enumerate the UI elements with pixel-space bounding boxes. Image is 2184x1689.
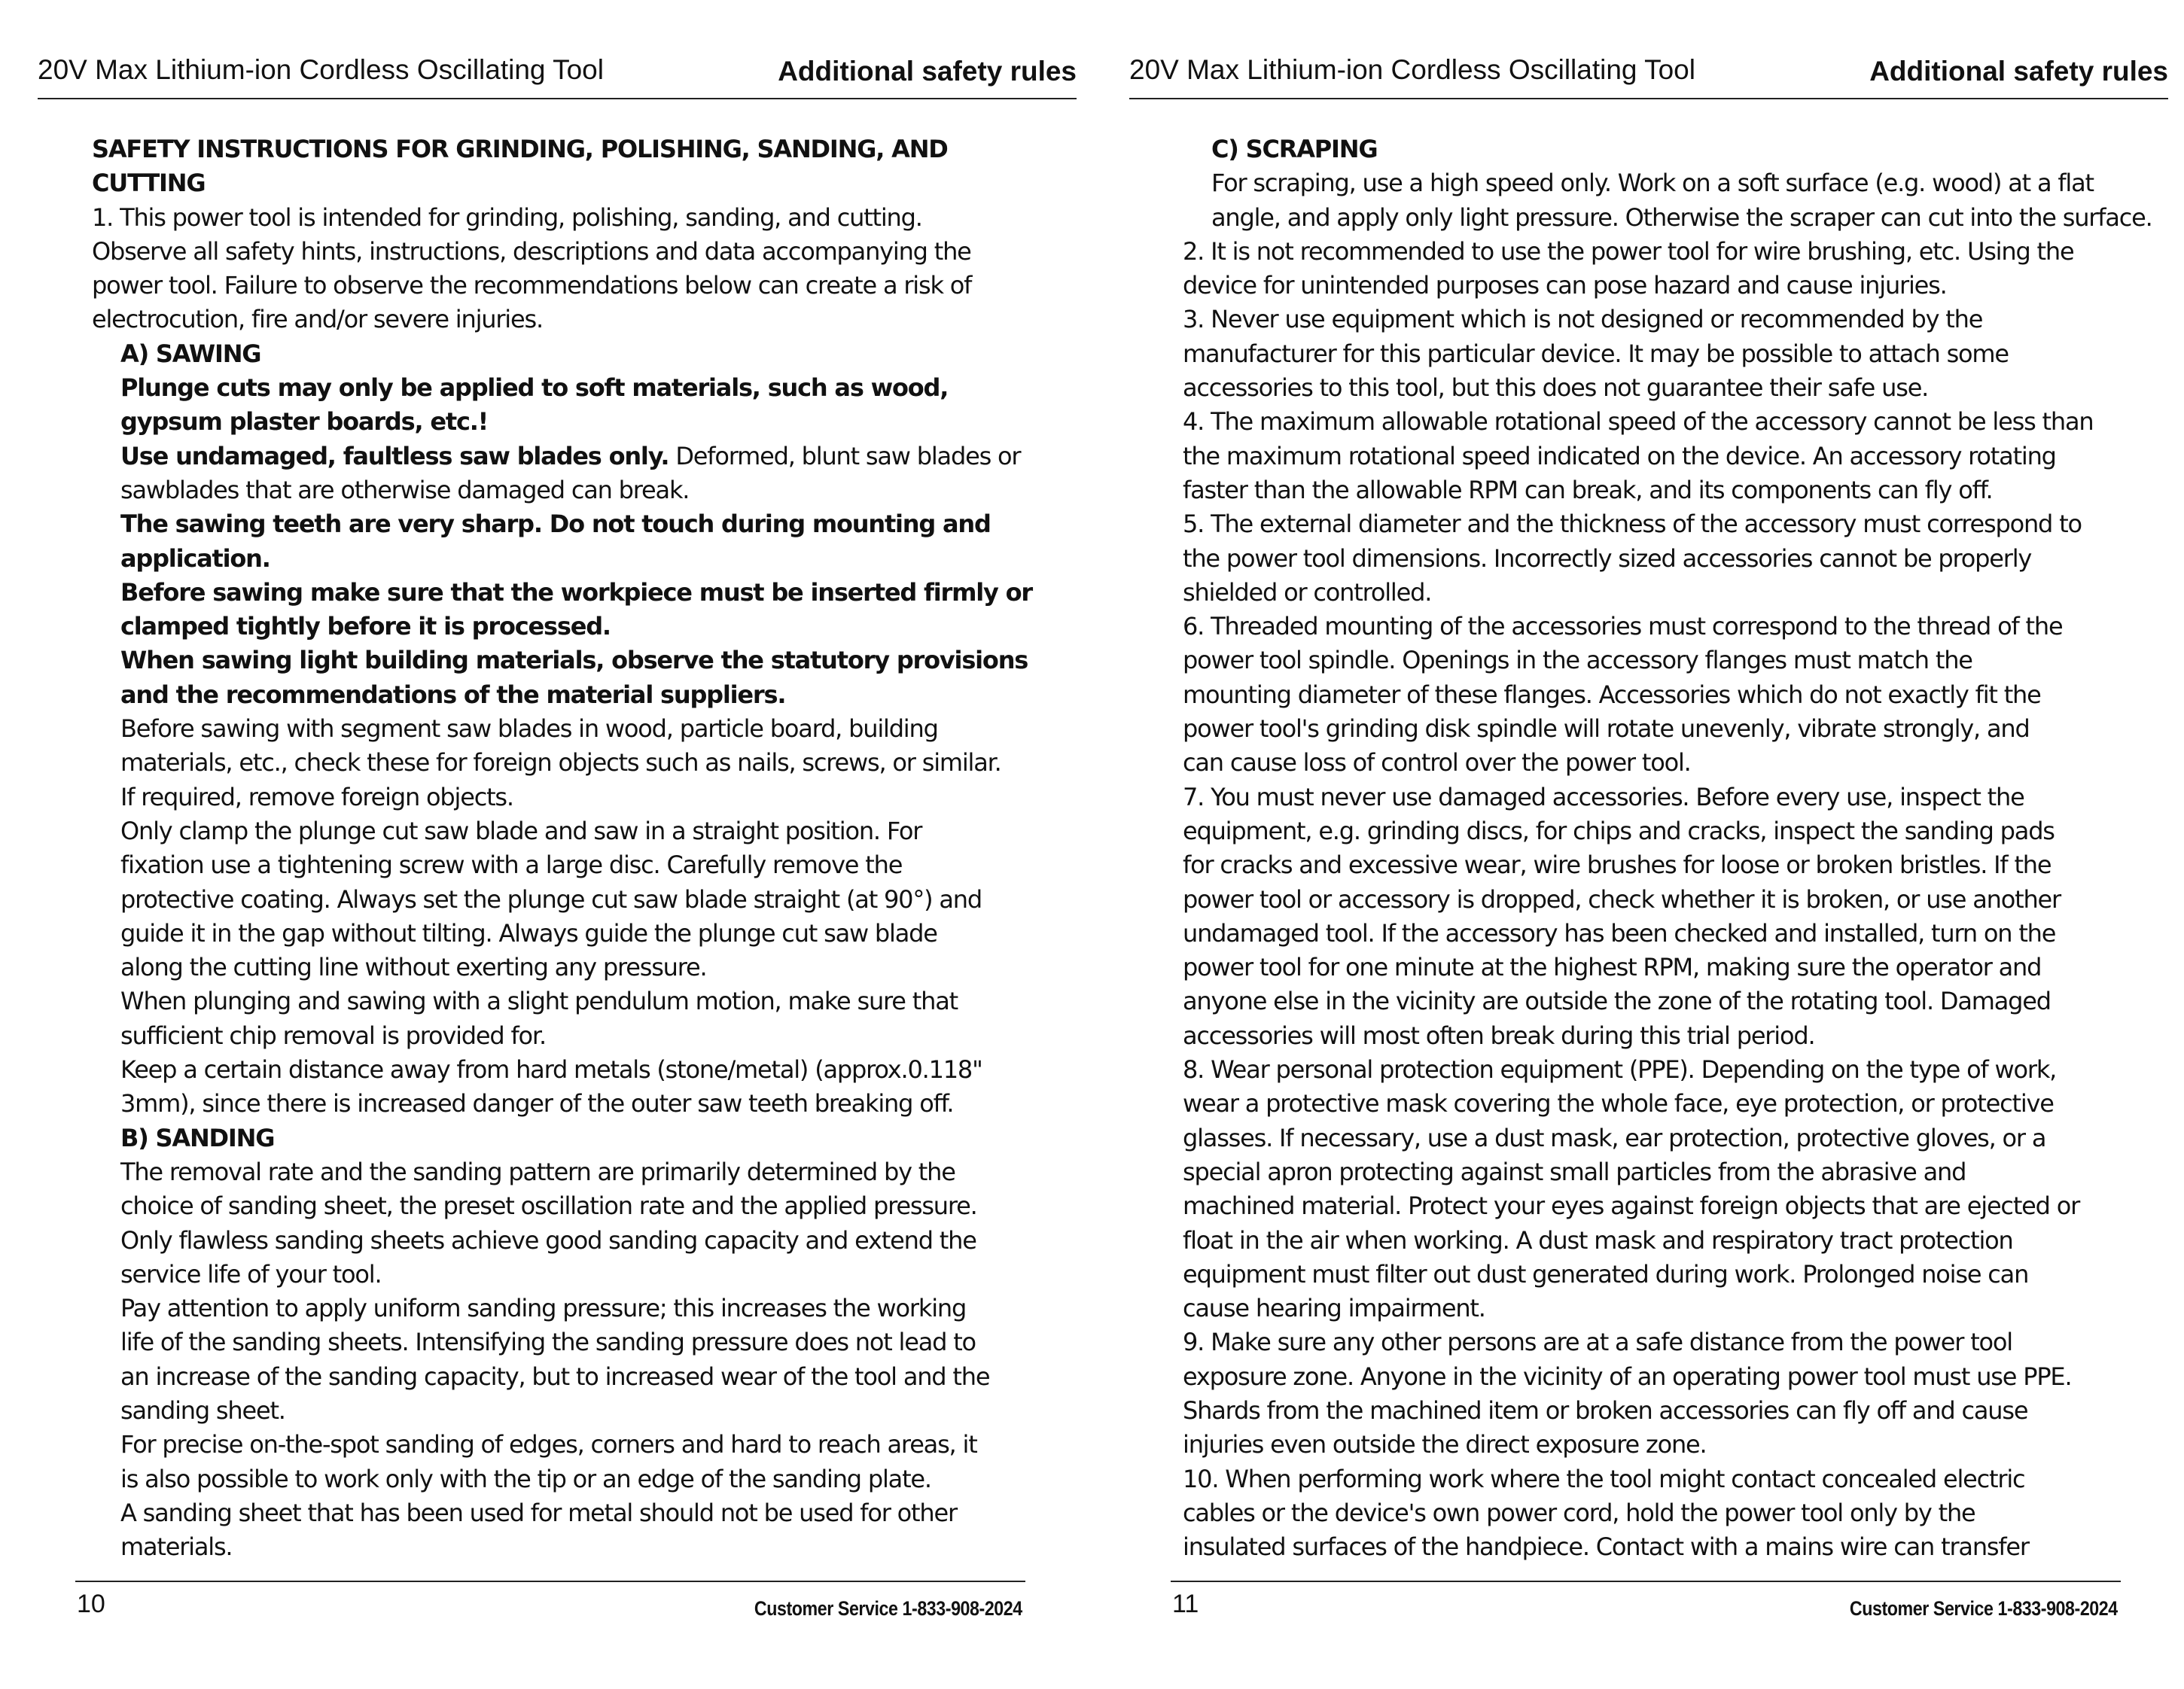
text-line-content: sawblades that are otherwise damaged can break. [120, 475, 690, 504]
text-line-content: sufficient chip removal is provided for. [120, 1021, 546, 1050]
text-line-content: power tool or accessory is dropped, check whether it is broken, or use another [1183, 884, 2061, 914]
text-line-content: When sawing light building materials, observe the statutory provisions [120, 646, 1028, 675]
text-line-content: manufacturer for this particular device. It may be possible to attach some [1183, 339, 2009, 368]
text-line [1183, 576, 2124, 610]
text-line [92, 1428, 1025, 1462]
left-customer-service: Customer Service 1-833-908-2024 [754, 1597, 1022, 1620]
text-line [92, 1189, 1025, 1223]
text-line [92, 951, 1025, 984]
text-line-content: protective coating. Always set the plunge cut saw blade straight (at 90°) and [120, 884, 982, 914]
text-line-content: cause hearing impairment. [1183, 1294, 1485, 1323]
text-line [92, 781, 1025, 814]
text-line-content: For precise on-the-spot sanding of edges, corners and hard to reach areas, it [120, 1430, 977, 1459]
right-page-header [1129, 50, 2168, 99]
text-line-content: electrocution, fire and/or severe injuries. [92, 305, 543, 334]
text-line [1183, 917, 2124, 951]
text-line [1183, 303, 2124, 336]
text-line [92, 405, 1025, 439]
text-line-content: shielded or controlled. [1183, 577, 1432, 607]
text-line-content: undamaged tool. If the accessory has been checked and installed, turn on the [1183, 918, 2056, 948]
text-line-content: special apron protecting against small particles from the abrasive and [1183, 1157, 1966, 1186]
text-line [1183, 1530, 2124, 1564]
text-line-content: C) SCRAPING [1211, 135, 1378, 163]
text-line [1183, 984, 2124, 1018]
text-line-content: CUTTING [92, 169, 206, 198]
text-line [1183, 337, 2124, 371]
right-customer-service: Customer Service 1-833-908-2024 [1850, 1597, 2118, 1620]
text-line-content: is also possible to work only with the tip or an edge of the sanding plate. [120, 1464, 931, 1493]
text-line-content: The sawing teeth are very sharp. Do not touch during mounting and [120, 510, 991, 539]
right-body-text [1183, 132, 2152, 1564]
text-line [92, 1292, 1025, 1325]
text-line [1183, 1325, 2124, 1359]
text-line [92, 984, 1025, 1018]
text-line [92, 746, 1025, 780]
text-line-content: Shards from the machined item or broken accessories can fly off and cause [1183, 1395, 2028, 1425]
text-line [1183, 542, 2124, 576]
text-line [92, 337, 1025, 371]
text-line [1183, 848, 2124, 882]
text-line-content: machined material. Protect your eyes against foreign objects that are ejected or [1183, 1191, 2080, 1221]
text-line [92, 542, 1025, 576]
text-line-content: cables or the device's own power cord, hold the power tool only by the [1183, 1498, 1975, 1527]
text-line [1183, 1394, 2124, 1428]
text-line [92, 1394, 1025, 1428]
text-line-content: service life of your tool. [120, 1259, 382, 1289]
text-line-content: accessories to this tool, but this does not guarantee their safe use. [1183, 373, 1929, 403]
left-body-text [92, 132, 1032, 1564]
text-line [1183, 883, 2124, 917]
text-line-content: 5. The external diameter and the thickness of the accessory must correspond to [1183, 510, 2082, 539]
text-line-content: 3. Never use equipment which is not designed or recommended by the [1183, 305, 1983, 334]
text-line-content: materials, etc., check these for foreign objects such as nails, screws, or similar. [120, 748, 1001, 778]
right-page-footer [1171, 1581, 2121, 1627]
text-line [92, 712, 1025, 746]
text-line [92, 303, 1025, 336]
text-line-content: power tool spindle. Openings in the accessory flanges must match the [1183, 646, 1972, 675]
text-line [92, 1053, 1025, 1087]
text-line-content: application. [120, 543, 270, 573]
text-line-content: Keep a certain distance away from hard metals (stone/metal) (approx.0.118" [120, 1055, 982, 1085]
text-line-content: Pay attention to apply uniform sanding pressure; this increases the working [120, 1294, 967, 1323]
text-line [92, 883, 1025, 917]
text-line [1183, 371, 2124, 405]
text-line [92, 1224, 1025, 1258]
text-line [92, 1530, 1025, 1564]
text-line [92, 1360, 1025, 1394]
text-line-content: the power tool dimensions. Incorrectly sized accessories cannot be properly [1183, 543, 2032, 573]
text-line-content: 3mm), since there is increased danger of the outer saw teeth breaking off. [120, 1089, 954, 1118]
text-line [92, 1462, 1025, 1496]
text-line [92, 440, 1025, 473]
text-line [1183, 781, 2124, 814]
text-line [1183, 1087, 2124, 1121]
text-line-content: 7. You must never use damaged accessories. Before every use, inspect the [1183, 782, 2024, 811]
text-line-content: power tool's grinding disk spindle will rotate unevenly, vibrate strongly, and [1183, 714, 2030, 744]
text-line-content: equipment must filter out dust generated during work. Prolonged noise can [1183, 1259, 2029, 1289]
text-line-content: angle, and apply only light pressure. Otherwise the scraper can cut into the surface. [1211, 202, 2152, 232]
text-line-content: fixation use a tightening screw with a large disc. Carefully remove the [120, 851, 903, 880]
text-line-content: 9. Make sure any other persons are at a safe distance from the power tool [1183, 1328, 2012, 1357]
text-line [1183, 1258, 2124, 1292]
text-line [92, 473, 1025, 507]
text-line [1183, 1121, 2124, 1155]
text-line-content: Before sawing make sure that the workpiece must be inserted firmly or [120, 577, 1032, 607]
text-line-content: If required, remove foreign objects. [120, 782, 513, 811]
text-line-content: and the recommendations of the material suppliers. [120, 680, 786, 709]
text-line-content: for cracks and excessive wear, wire brushes for loose or broken bristles. If the [1183, 851, 2051, 880]
text-line-content: injuries even outside the direct exposure zone. [1183, 1430, 1707, 1459]
text-line-content: Observe all safety hints, instructions, descriptions and data accompanying the [92, 236, 971, 266]
text-line-content: glasses. If necessary, use a dust mask, ear protection, protective gloves, or a [1183, 1123, 2046, 1152]
text-line-content: For scraping, use a high speed only. Work on a soft surface (e.g. wood) at a flat [1211, 169, 2094, 198]
text-line [92, 678, 1025, 712]
text-line [1183, 166, 2124, 200]
text-line [92, 1087, 1025, 1121]
text-line [1183, 814, 2124, 848]
text-line-content: life of the sanding sheets. Intensifying the sanding pressure does not lead to [120, 1328, 976, 1357]
text-line-content: power tool for one minute at the highest RPM, making sure the operator and [1183, 953, 2042, 982]
text-line-content: clamped tightly before it is processed. [120, 612, 611, 641]
text-line-content: insulated surfaces of the handpiece. Contact with a mains wire can transfer [1183, 1532, 2029, 1562]
text-line [1183, 712, 2124, 746]
text-line-content: device for unintended purposes can pose hazard and cause injuries. [1183, 271, 1947, 300]
text-line [1183, 1019, 2124, 1053]
text-line [1183, 644, 2124, 677]
text-line [92, 1325, 1025, 1359]
text-line-content: sanding sheet. [120, 1395, 285, 1425]
text-line [92, 1258, 1025, 1292]
text-line-content: When plunging and sawing with a slight pendulum motion, make sure that [120, 987, 958, 1016]
text-line-content: Plunge cuts may only be applied to soft materials, such as wood, [120, 373, 949, 403]
text-line [1183, 678, 2124, 712]
text-line [1183, 610, 2124, 644]
text-line-content: 8. Wear personal protection equipment (PPE). Depending on the type of work, [1183, 1055, 2057, 1085]
text-line [92, 1496, 1025, 1530]
text-line [1183, 1496, 2124, 1530]
text-line-content: faster than the allowable RPM can break, and its components can fly off. [1183, 475, 1993, 504]
text-line [92, 371, 1025, 405]
text-line [1183, 1292, 2124, 1325]
text-line [1183, 951, 2124, 984]
text-line-content: along the cutting line without exerting any pressure. [120, 953, 707, 982]
left-page-header [38, 50, 1077, 99]
text-line [92, 1019, 1025, 1053]
text-line [92, 1155, 1025, 1189]
text-line [92, 1121, 1025, 1155]
text-line-content: Before sawing with segment saw blades in wood, particle board, building [120, 714, 938, 744]
text-line-content: B) SANDING [120, 1123, 275, 1152]
text-line [1183, 405, 2124, 439]
left-page-number: 10 [77, 1590, 105, 1618]
text-line-content: equipment, e.g. grinding discs, for chips and cracks, inspect the sanding pads [1183, 816, 2055, 845]
text-line-content: wear a protective mask covering the whole face, eye protection, or protective [1183, 1089, 2054, 1118]
text-line-content: 2. It is not recommended to use the power tool for wire brushing, etc. Using the [1183, 236, 2074, 266]
text-line [92, 848, 1025, 882]
text-line-content: anyone else in the vicinity are outside the zone of the rotating tool. Damaged [1183, 987, 2051, 1016]
right-section-title: Additional safety rules [1869, 56, 2168, 87]
text-line [92, 507, 1025, 541]
text-line [92, 814, 1025, 848]
text-line-content: SAFETY INSTRUCTIONS FOR GRINDING, POLISHING, SANDING, AND [92, 135, 948, 163]
text-line [1183, 1428, 2124, 1462]
text-line [92, 644, 1028, 677]
text-line [1183, 507, 2124, 541]
text-line-content: guide it in the gap without tilting. Always guide the plunge cut saw blade [120, 918, 937, 948]
text-line [1183, 1462, 2124, 1496]
text-line-tail: Deformed, blunt saw blades or [669, 441, 1021, 470]
text-line-content: can cause loss of control over the power tool. [1183, 748, 1691, 778]
text-line [92, 201, 1025, 235]
text-line [1183, 1189, 2124, 1223]
text-line-content: an increase of the sanding capacity, but to increased wear of the tool and the [120, 1362, 990, 1391]
left-section-title: Additional safety rules [778, 56, 1077, 87]
text-line [1183, 201, 2152, 235]
text-line-content: exposure zone. Anyone in the vicinity of an operating power tool must use PPE. [1183, 1362, 2072, 1391]
text-line [1183, 235, 2124, 269]
text-line [1183, 1224, 2124, 1258]
text-line-content: float in the air when working. A dust mask and respiratory tract protection [1183, 1225, 2013, 1255]
text-line [1183, 1360, 2124, 1394]
text-line [92, 132, 1025, 166]
text-line-content: A) SAWING [120, 339, 261, 368]
text-line [92, 610, 1025, 644]
text-line-content: choice of sanding sheet, the preset oscillation rate and the applied pressure. [120, 1191, 977, 1221]
text-line-content: the maximum rotational speed indicated on the device. An accessory rotating [1183, 441, 2056, 470]
text-line [1183, 1053, 2124, 1087]
text-line-content: The removal rate and the sanding pattern are primarily determined by the [120, 1157, 955, 1186]
text-line-content: mounting diameter of these flanges. Accessories which do not exactly fit the [1183, 680, 2041, 709]
text-line [1183, 1155, 2124, 1189]
text-line-content: gypsum plaster boards, etc.! [120, 407, 489, 437]
text-line-content: 1. This power tool is intended for grinding, polishing, sanding, and cutting. [92, 202, 922, 232]
right-page [1092, 0, 2184, 1689]
text-line [92, 166, 1025, 200]
text-line [1183, 269, 2124, 303]
text-line-content: 4. The maximum allowable rotational speed of the accessory cannot be less than [1183, 407, 2094, 437]
text-line-content: materials. [120, 1532, 233, 1562]
text-line [92, 235, 1025, 269]
left-document-title: 20V Max Lithium-ion Cordless Oscillating Tool [38, 54, 604, 85]
right-document-title: 20V Max Lithium-ion Cordless Oscillating Tool [1129, 54, 1695, 85]
text-line [1183, 473, 2124, 507]
text-line [92, 917, 1025, 951]
left-page-footer [75, 1581, 1025, 1627]
text-line-content: Only clamp the plunge cut saw blade and saw in a straight position. For [120, 816, 922, 845]
text-line-content: Only flawless sanding sheets achieve good sanding capacity and extend the [120, 1225, 976, 1255]
text-line [1183, 746, 2124, 780]
text-line-content: 10. When performing work where the tool might contact concealed electric [1183, 1464, 2025, 1493]
text-line [1183, 440, 2124, 473]
text-line [92, 269, 1025, 303]
text-line-content: 6. Threaded mounting of the accessories must correspond to the thread of the [1183, 612, 2063, 641]
text-line [1183, 132, 2124, 166]
text-line-content: A sanding sheet that has been used for metal should not be used for other [120, 1498, 957, 1527]
text-line-content: power tool. Failure to observe the recommendations below can create a risk of [92, 271, 972, 300]
text-line [92, 576, 1032, 610]
text-line-content: Use undamaged, faultless saw blades only. [120, 441, 669, 470]
text-line-content: accessories will most often break during this trial period. [1183, 1021, 1815, 1050]
right-page-number: 11 [1172, 1590, 1199, 1618]
